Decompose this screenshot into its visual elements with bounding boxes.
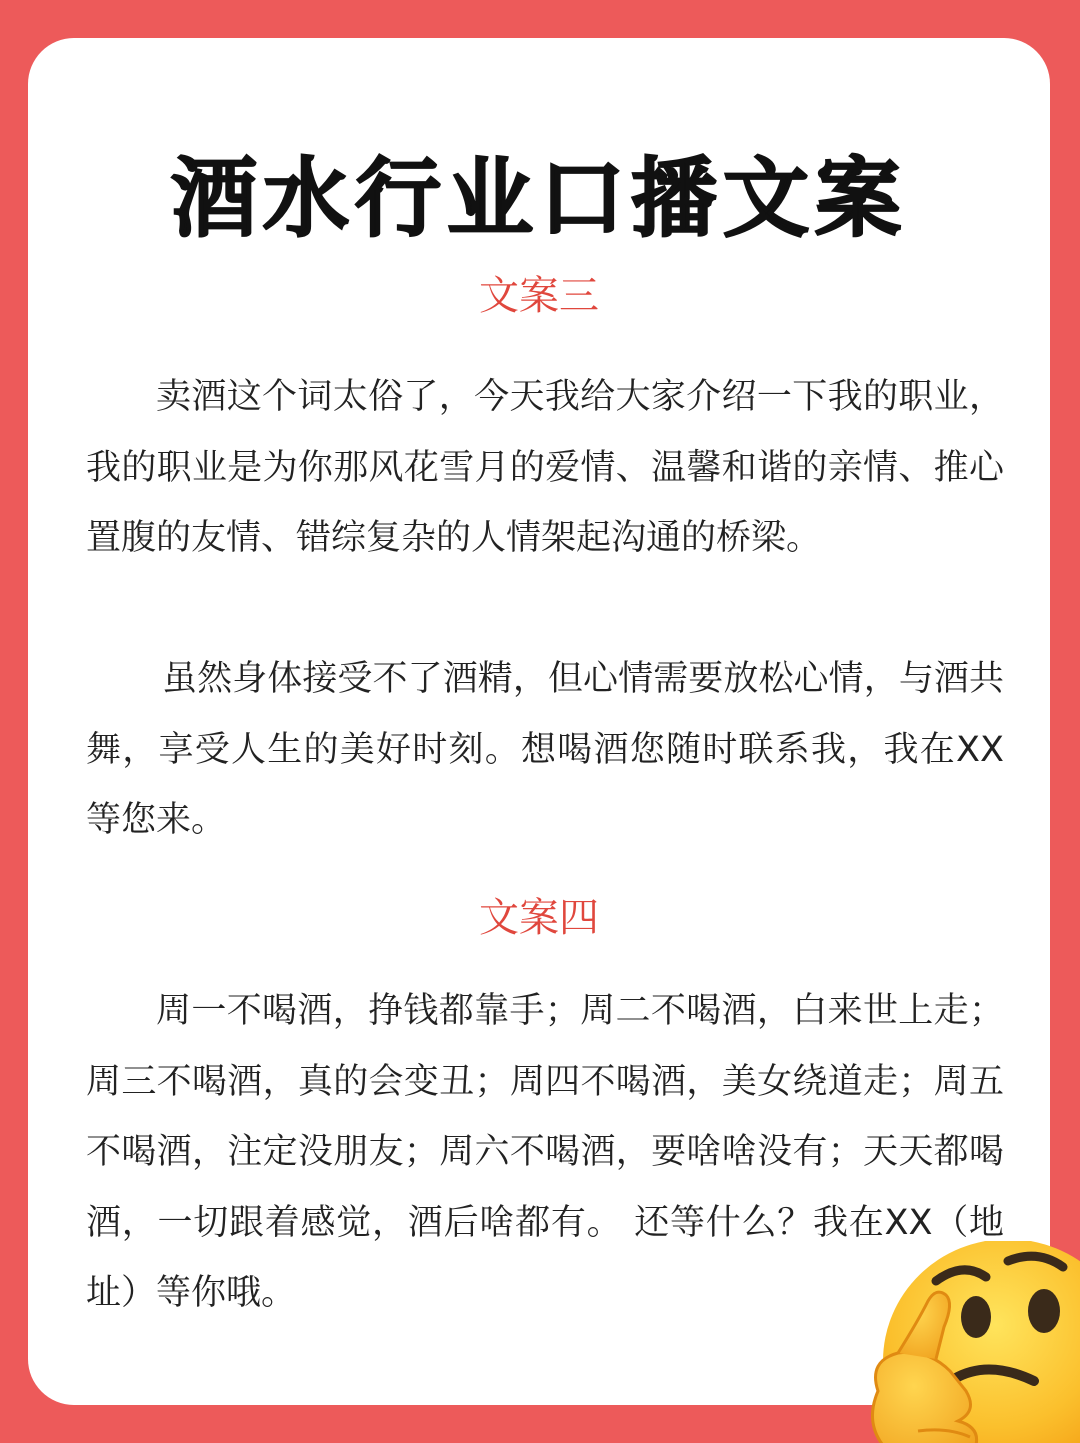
section-heading-4: 文案四: [479, 895, 599, 941]
paragraph-3-1: 卖酒这个词太俗了，今天我给大家介绍一下我的职业，我的职业是为你那风花雪月的爱情、温馨和谐的亲情、推心置腹的友情、错综复杂的人情架起沟通的桥梁。: [86, 377, 1004, 558]
content-card: [28, 38, 1050, 1405]
section-heading-3: 文案三: [479, 273, 599, 319]
page-title: 酒水行业口播文案: [171, 149, 907, 249]
paragraph-3-2: 虽然身体接受不了酒精，但心情需要放松心情，与酒共舞，享受人生的美好时刻。想喝酒您随时联系我，我在XX等您来。: [86, 659, 1004, 840]
thinking-face-icon: [858, 1241, 1080, 1443]
paragraph-4-1: 周一不喝酒，挣钱都靠手；周二不喝酒，白来世上走；周三不喝酒，真的会变丑；周四不喝酒，美女绕道走；周五不喝酒，注定没朋友；周六不喝酒，要啥啥没有；天天都喝酒，一切跟着感觉，酒后啥都有。 还等什么？我在XX（地址）等你哦。: [86, 991, 1004, 1313]
